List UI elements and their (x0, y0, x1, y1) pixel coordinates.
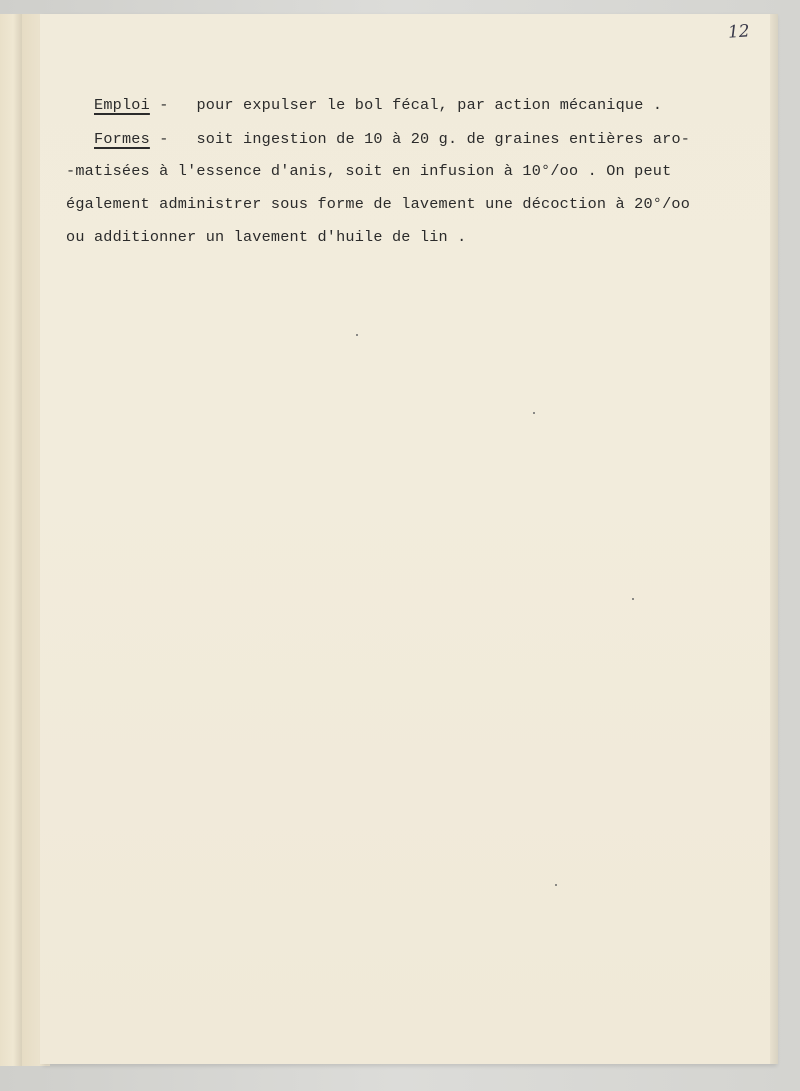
previous-page-edge (0, 14, 23, 1066)
emploi-label: Emploi (94, 96, 150, 114)
emploi-text: pour expulser le bol fécal, par action mécanique . (177, 96, 663, 114)
formes-dash: - (149, 130, 178, 148)
emploi-dash: - (149, 96, 178, 114)
paper-speck (555, 884, 557, 886)
paper-speck (533, 412, 535, 414)
formes-text: soit ingestion de 10 à 20 g. de graines entières aro- (177, 130, 691, 148)
formes-line (94, 130, 690, 148)
text-line: -matisées à l'essence d'anis, soit en infusion à 10°/oo . On peut (66, 162, 672, 180)
paper-speck (632, 598, 634, 600)
page-right-edge (770, 14, 778, 1064)
formes-label: Formes (94, 130, 150, 148)
paper-speck (356, 334, 358, 336)
emploi-line (94, 96, 662, 114)
text-line: également administrer sous forme de lavement une décoction à 20°/oo (66, 195, 691, 213)
handwritten-page-number: 12 (727, 21, 751, 43)
text-line: ou additionner un lavement d'huile de lin . (66, 228, 467, 246)
